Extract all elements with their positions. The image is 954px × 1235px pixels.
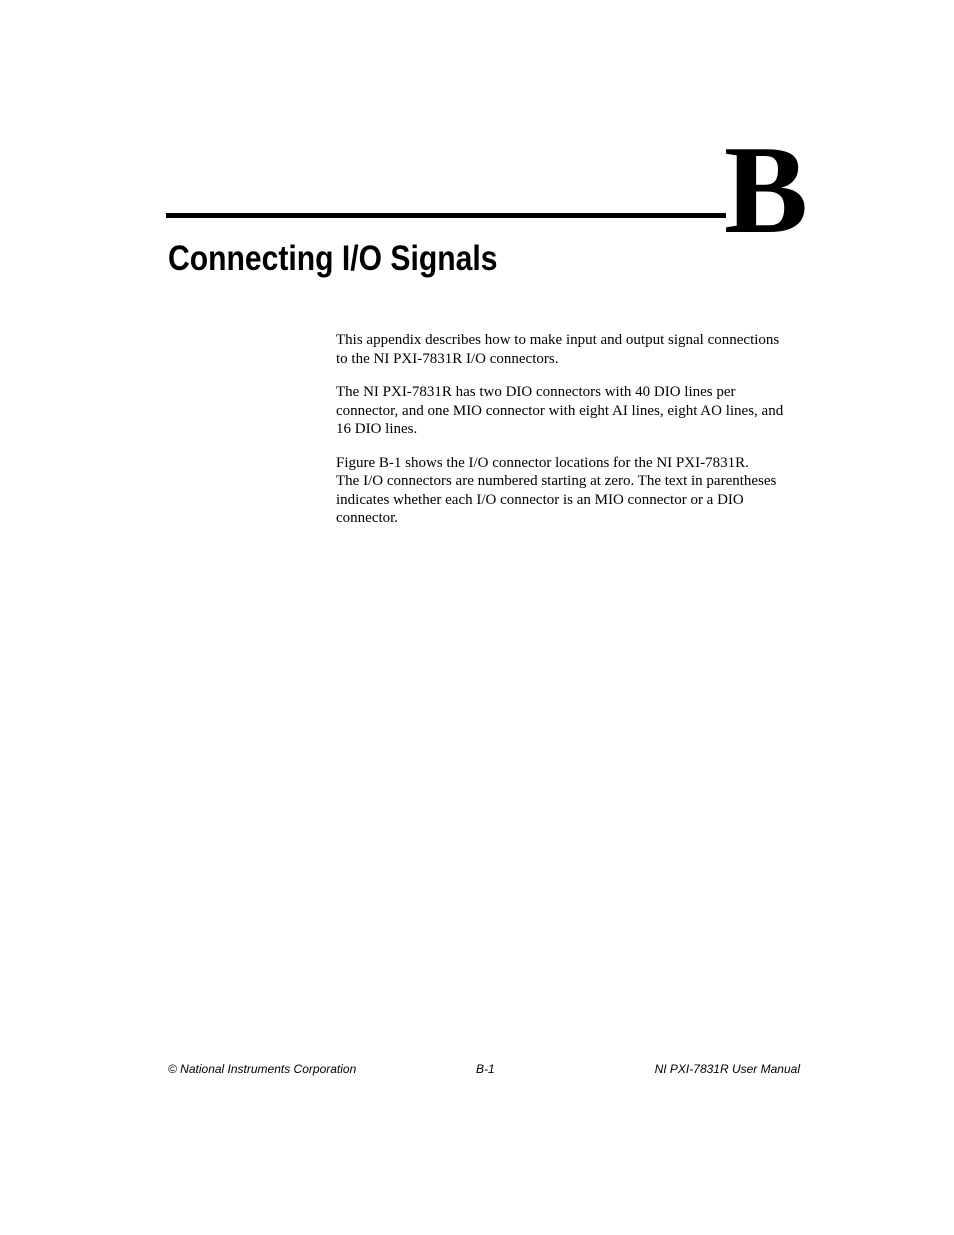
paragraph-intro: This appendix describes how to make input and output signal connections to the NI PXI-7831R I/O connectors.	[336, 332, 780, 367]
footer-page-number: B-1	[476, 1062, 495, 1076]
footer-manual-title: NI PXI-7831R User Manual	[654, 1062, 800, 1076]
appendix-letter: B	[724, 121, 809, 260]
body-text	[336, 331, 802, 543]
paragraph-connectors: The NI PXI-7831R has two DIO connectors with 40 DIO lines per connector, and one MIO connector with eight AI lines, eight AO lines, and 16 DIO lines.	[336, 384, 784, 437]
paragraph-figure-reference: Figure B-1 shows the I/O connector locations for the NI PXI-7831R. The I/O connectors are numbered starting at zero. The text in parentheses indicates whether each I/O connector is an MIO connector or a DIO connector.	[336, 454, 777, 526]
chapter-rule	[166, 213, 726, 218]
page-title: Connecting I/O Signals	[168, 239, 498, 278]
footer-copyright: © National Instruments Corporation	[168, 1062, 357, 1076]
